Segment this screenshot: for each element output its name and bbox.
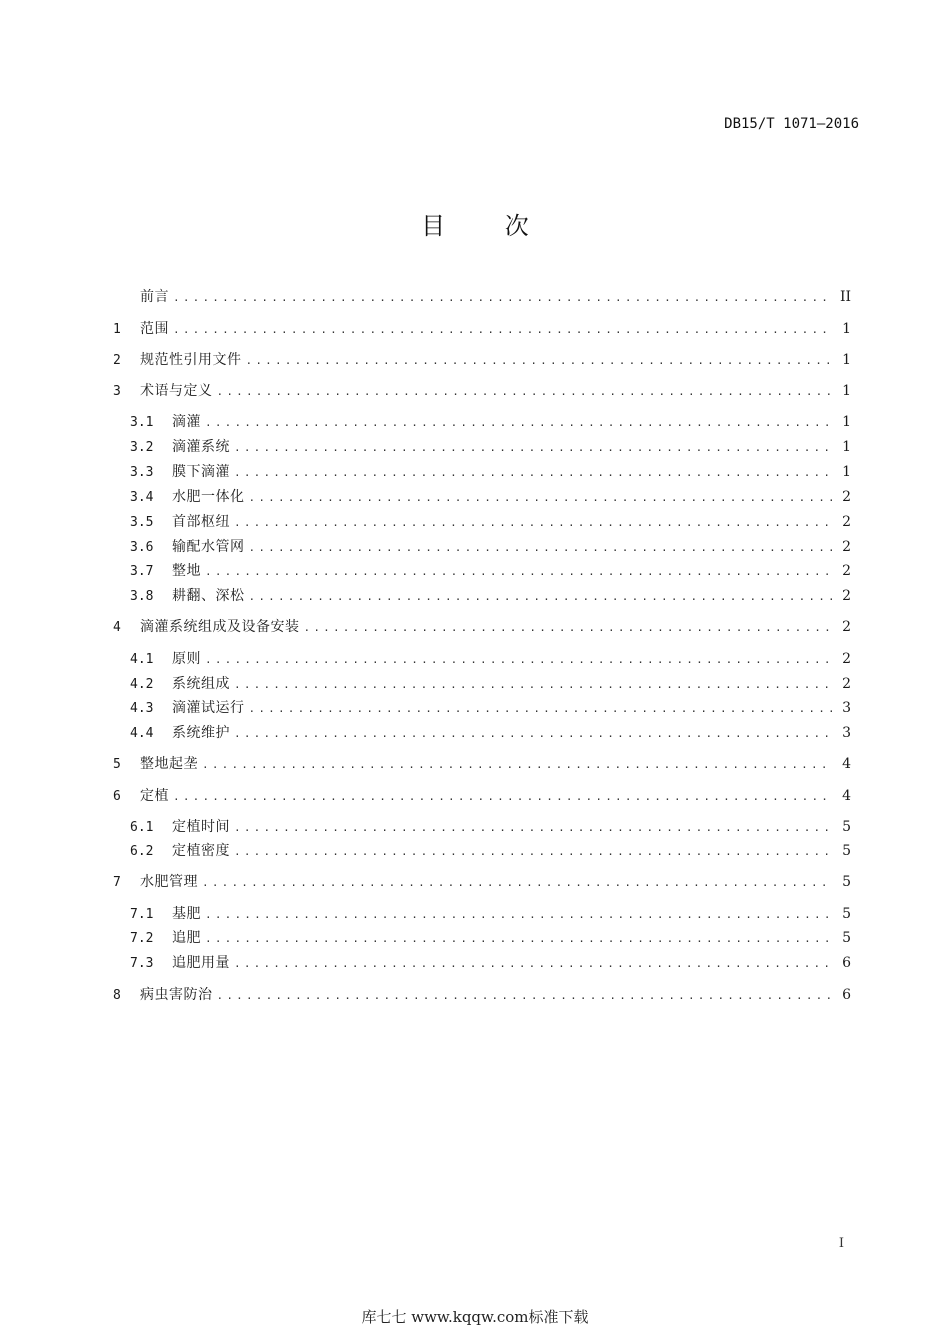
toc-entry-2[interactable] xyxy=(113,349,851,371)
toc-entry-3-4[interactable] xyxy=(130,486,851,508)
toc-leader-dots xyxy=(205,649,833,671)
toc-entry-number: 6 xyxy=(113,789,121,804)
toc-entry-number: 4.2 xyxy=(130,677,154,692)
toc-leader-dots xyxy=(217,381,834,403)
toc-entry-number: 3.2 xyxy=(130,440,154,455)
toc-entry-label: 基肥 xyxy=(172,906,201,922)
toc-leader-dots xyxy=(234,437,833,459)
toc-entry-label: 系统组成 xyxy=(172,676,230,692)
toc-entry-3-6[interactable] xyxy=(130,536,851,558)
toc-entry-page: 5 xyxy=(842,843,851,859)
toc-entry-label: 膜下滴灌 xyxy=(172,464,230,480)
toc-entry-1[interactable] xyxy=(113,318,851,340)
toc-entry-3-5[interactable] xyxy=(130,511,851,533)
footer-watermark-text[interactable]: 库七七 www.kqqw.com标准下载 xyxy=(361,1308,589,1326)
toc-leader-dots xyxy=(205,412,833,434)
toc-entry-page: 1 xyxy=(842,464,851,480)
toc-entry-4-1[interactable] xyxy=(130,648,851,670)
toc-leader-dots xyxy=(202,872,833,894)
toc-entry-5[interactable] xyxy=(113,753,851,775)
toc-entry-number: 3.5 xyxy=(130,515,154,530)
toc-leader-dots xyxy=(202,754,833,776)
toc-entry-label: 滴灌系统 xyxy=(172,439,230,455)
toc-entry-page: 5 xyxy=(842,906,851,922)
toc-entry-page: 4 xyxy=(842,756,851,772)
toc-leader-dots xyxy=(173,319,833,341)
toc-entry-number: 6.2 xyxy=(130,844,154,859)
toc-leader-dots xyxy=(173,287,833,309)
document-code: DB15/T 1071—2016 xyxy=(724,116,859,132)
toc-entry-number: 8 xyxy=(113,988,121,1003)
toc-leader-dots xyxy=(217,985,834,1007)
toc-entry-label: 耕翻、深松 xyxy=(172,588,245,604)
toc-entry-page: 2 xyxy=(842,619,851,635)
toc-entry-page: 5 xyxy=(842,819,851,835)
toc-entry-label: 病虫害防治 xyxy=(140,987,213,1003)
toc-entry-page: 6 xyxy=(842,987,851,1003)
toc-entry-number: 7.2 xyxy=(130,931,154,946)
toc-entry-foreword[interactable] xyxy=(113,286,851,308)
toc-entry-page: 1 xyxy=(842,439,851,455)
toc-entry-number: 3.8 xyxy=(130,589,154,604)
toc-leader-dots xyxy=(234,841,833,863)
toc-entry-page: 2 xyxy=(842,489,851,505)
toc-entry-label: 定植密度 xyxy=(172,843,230,859)
toc-entry-6-2[interactable] xyxy=(130,840,851,862)
toc-entry-number: 7.3 xyxy=(130,956,154,971)
toc-leader-dots xyxy=(249,537,834,559)
toc-leader-dots xyxy=(234,723,833,745)
toc-leader-dots xyxy=(304,617,834,639)
toc-entry-page: 2 xyxy=(842,563,851,579)
toc-leader-dots xyxy=(205,904,833,926)
toc-leader-dots xyxy=(234,817,833,839)
toc-entry-label: 规范性引用文件 xyxy=(140,352,242,368)
toc-entry-label: 定植时间 xyxy=(172,819,230,835)
toc-entry-number: 3.4 xyxy=(130,490,154,505)
toc-entry-3-8[interactable] xyxy=(130,585,851,607)
toc-entry-number: 7.1 xyxy=(130,907,154,922)
toc-entry-4-2[interactable] xyxy=(130,673,851,695)
toc-entry-page: II xyxy=(839,289,851,305)
toc-entry-page: 3 xyxy=(842,700,851,716)
toc-entry-number: 6.1 xyxy=(130,820,154,835)
toc-leader-dots xyxy=(205,928,833,950)
toc-entry-4-4[interactable] xyxy=(130,722,851,744)
toc-entry-number: 5 xyxy=(113,757,121,772)
toc-entry-page: 1 xyxy=(842,414,851,430)
toc-leader-dots xyxy=(234,462,833,484)
toc-entry-6[interactable] xyxy=(113,785,851,807)
toc-entry-page: 2 xyxy=(842,588,851,604)
toc-entry-label: 整地起垄 xyxy=(140,756,198,772)
toc-entry-label: 前言 xyxy=(140,289,169,305)
toc-entry-number: 3.3 xyxy=(130,465,154,480)
toc-entry-number: 4.1 xyxy=(130,652,154,667)
toc-entry-number: 2 xyxy=(113,353,121,368)
toc-entry-page: 2 xyxy=(842,651,851,667)
toc-entry-page: 4 xyxy=(842,788,851,804)
toc-entry-number: 3.6 xyxy=(130,540,154,555)
toc-leader-dots xyxy=(205,561,833,583)
toc-leader-dots xyxy=(249,487,834,509)
toc-entry-label: 原则 xyxy=(172,651,201,667)
toc-entry-page: 1 xyxy=(842,321,851,337)
toc-entry-3[interactable] xyxy=(113,380,851,402)
toc-entry-7-3[interactable] xyxy=(130,952,851,974)
toc-entry-number: 3.7 xyxy=(130,564,154,579)
toc-entry-number: 3 xyxy=(113,384,121,399)
toc-entry-number: 4.3 xyxy=(130,701,154,716)
toc-entry-label: 首部枢纽 xyxy=(172,514,230,530)
toc-entry-4[interactable] xyxy=(113,616,851,638)
toc-entry-page: 6 xyxy=(842,955,851,971)
toc-entry-page: 2 xyxy=(842,539,851,555)
toc-entry-label: 输配水管网 xyxy=(172,539,245,555)
toc-entry-page: 5 xyxy=(842,930,851,946)
toc-entry-label: 水肥一体化 xyxy=(172,489,245,505)
toc-entry-label: 系统维护 xyxy=(172,725,230,741)
toc-entry-7-1[interactable] xyxy=(130,903,851,925)
toc-entry-6-1[interactable] xyxy=(130,816,851,838)
toc-entry-8[interactable] xyxy=(113,984,851,1006)
toc-entry-page: 1 xyxy=(842,383,851,399)
toc-entry-label: 滴灌系统组成及设备安装 xyxy=(140,619,300,635)
toc-entry-7[interactable] xyxy=(113,871,851,893)
toc-entry-3-3[interactable] xyxy=(130,461,851,483)
toc-entry-label: 水肥管理 xyxy=(140,874,198,890)
toc-entry-page: 5 xyxy=(842,874,851,890)
toc-leader-dots xyxy=(249,698,834,720)
toc-entry-3-2[interactable] xyxy=(130,436,851,458)
toc-leader-dots xyxy=(249,586,834,608)
toc-entry-page: 3 xyxy=(842,725,851,741)
toc-leader-dots xyxy=(246,350,834,372)
toc-entry-page: 1 xyxy=(842,352,851,368)
toc-leader-dots xyxy=(234,512,833,534)
toc-entry-number: 4.4 xyxy=(130,726,154,741)
toc-entry-page: 2 xyxy=(842,676,851,692)
toc-entry-label: 范围 xyxy=(140,321,169,337)
toc-title: 目 次 xyxy=(421,212,555,240)
toc-leader-dots xyxy=(173,786,833,808)
toc-entry-label: 整地 xyxy=(172,563,201,579)
toc-leader-dots xyxy=(234,674,833,696)
toc-entry-label: 追肥 xyxy=(172,930,201,946)
toc-entry-label: 定植 xyxy=(140,788,169,804)
toc-entry-number: 4 xyxy=(113,620,121,635)
toc-entry-3-1[interactable] xyxy=(130,411,851,433)
toc-entry-label: 术语与定义 xyxy=(140,383,213,399)
toc-entry-label: 滴灌试运行 xyxy=(172,700,245,716)
toc-entry-page: 2 xyxy=(842,514,851,530)
toc-entry-number: 1 xyxy=(113,322,121,337)
toc-entry-label: 滴灌 xyxy=(172,414,201,430)
toc-entry-number: 3.1 xyxy=(130,415,154,430)
toc-entry-3-7[interactable] xyxy=(130,560,851,582)
toc-entry-4-3[interactable] xyxy=(130,697,851,719)
toc-entry-label: 追肥用量 xyxy=(172,955,230,971)
toc-entry-7-2[interactable] xyxy=(130,927,851,949)
toc-entry-number: 7 xyxy=(113,875,121,890)
toc-leader-dots xyxy=(234,953,833,975)
page-number: I xyxy=(838,1236,844,1251)
